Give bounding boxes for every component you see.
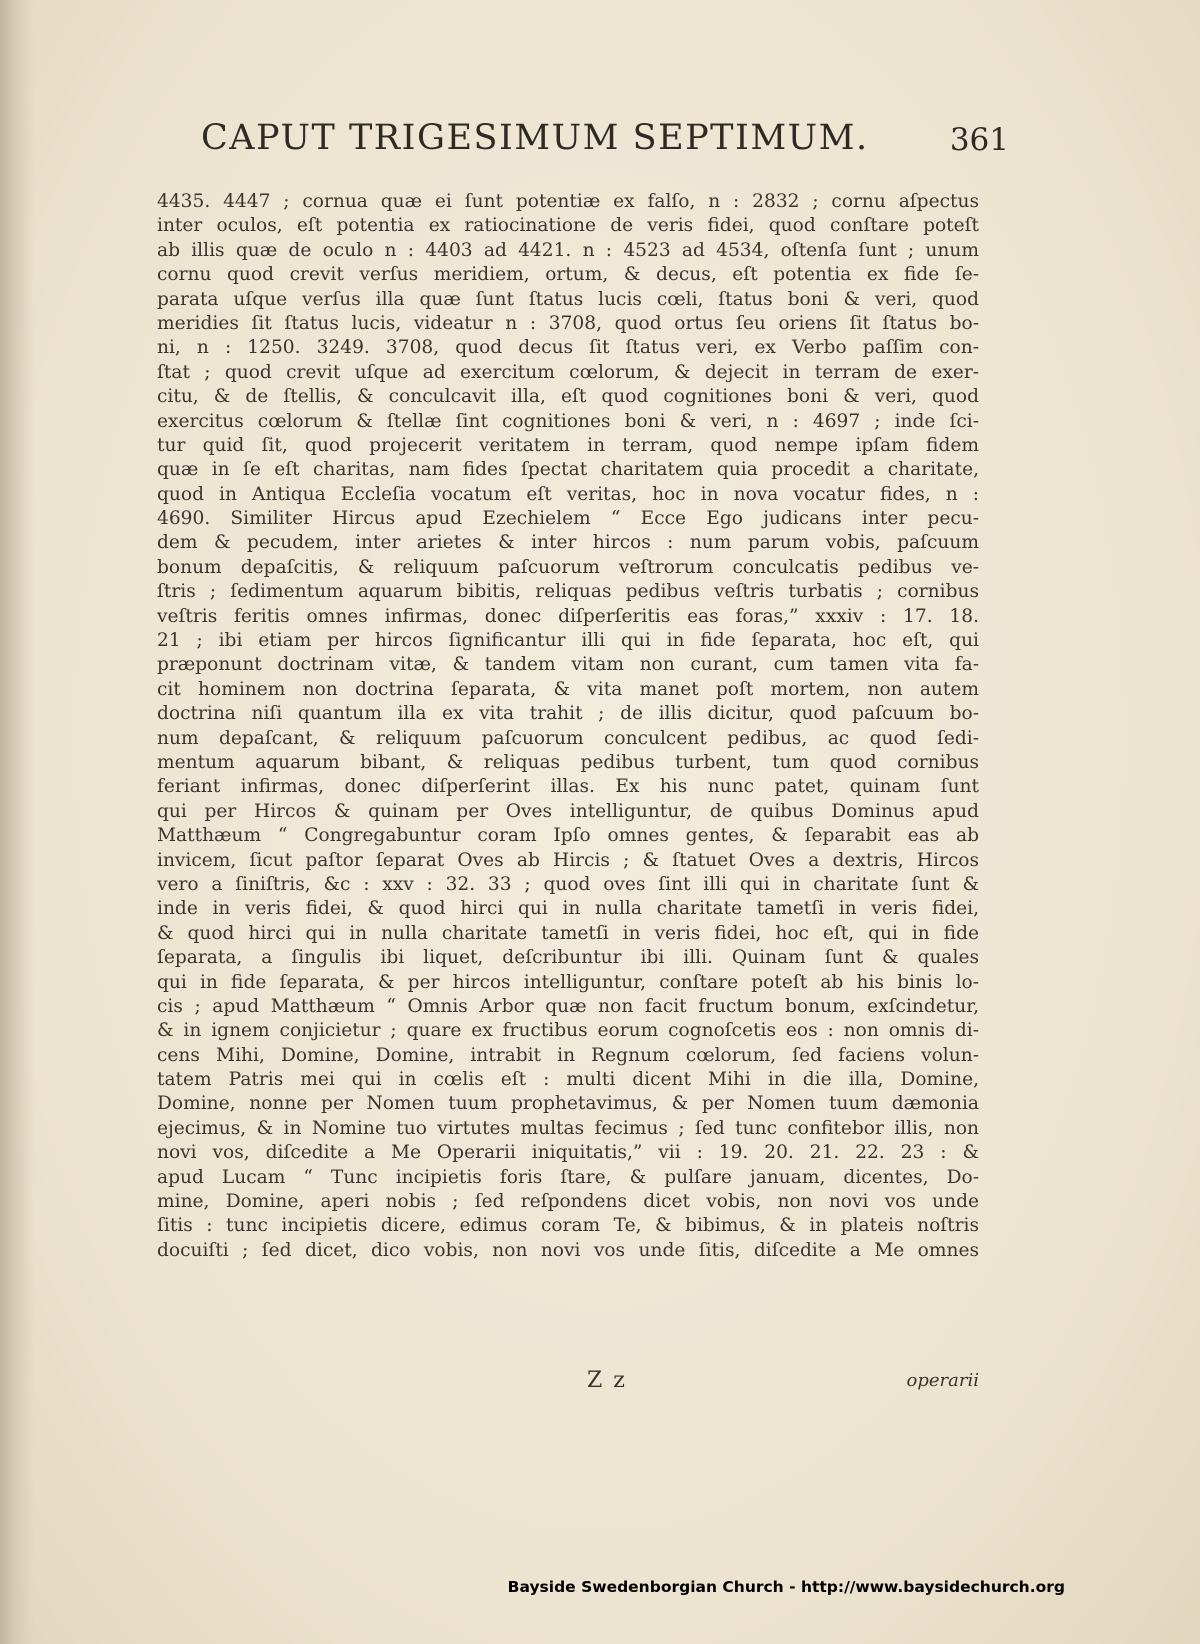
text-line: citu, & de ſtellis, & conculcavit illa, eſt quod cognitiones boni & veri, quod (157, 386, 979, 408)
page-footer (157, 1368, 979, 1398)
page-gutter-shadow (0, 0, 34, 1644)
running-title: CAPUT TRIGESIMUM SEPTIMUM. (201, 118, 869, 158)
text-line: parata uſque verſus illa quæ ſunt ſtatus lucis cœli, ſtatus boni & veri, quod (157, 288, 979, 310)
text-line: dem & pecudem, inter arietes & inter hircos : num parum vobis, paſcuum (157, 532, 979, 554)
text-line: ſeparata, a ſingulis ibi liquet, deſcribuntur ibi illi. Quinam ſunt & quales (157, 947, 979, 969)
text-line: tur quid ſit, quod projecerit veritatem in terram, quod nempe ipſam fidem (157, 434, 979, 456)
text-line: exercitus cœlorum & ſtellæ ſint cognitiones boni & veri, n : 4697 ; inde ſci- (157, 410, 979, 432)
text-line: ſtris ; ſedimentum aquarum bibitis, reliquas pedibus veſtris turbatis ; cornibus (157, 581, 979, 603)
text-line: bonum depaſcitis, & reliquum paſcuorum veſtrorum conculcatis pedibus ve- (157, 556, 979, 578)
text-line: præponunt doctrinam vitæ, & tandem vitam non curant, cum tamen vita fa- (157, 654, 979, 676)
text-line: & quod hirci qui in nulla charitate tametſi in veris fidei, hoc eſt, qui in fide (157, 922, 979, 944)
page-number: 361 (949, 122, 1009, 158)
text-line: qui in fide ſeparata, & per hircos intelliguntur, conſtare poteſt ab his binis lo- (157, 971, 979, 993)
text-line: cens Mihi, Domine, Domine, intrabit in Regnum cœlorum, ſed faciens volun- (157, 1044, 979, 1066)
text-line: cit hominem non doctrina ſeparata, & vita manet poſt mortem, non autem (157, 678, 979, 700)
text-line: inde in veris fidei, & quod hirci qui in nulla charitate tametſi in veris fidei, (157, 898, 979, 920)
text-line: mine, Domine, aperi nobis ; ſed reſpondens dicet vobis, non novi vos unde (157, 1191, 979, 1213)
text-line: Domine, nonne per Nomen tuum prophetavimus, & per Nomen tuum dæmonia (157, 1093, 979, 1115)
text-line: num depaſcant, & reliquum paſcuorum conculcent pedibus, ac quod ſedi- (157, 727, 979, 749)
text-line: cornu quod crevit verſus meridiem, ortum, & decus, eſt potentia ex fide ſe- (157, 264, 979, 286)
text-line: veſtris feritis omnes infirmas, donec diſperſeritis eas foras,” xxxiv : 17. 18. (157, 605, 979, 627)
text-line: ſitis : tunc incipietis dicere, edimus coram Te, & bibimus, & in plateis noſtris (157, 1215, 979, 1237)
text-line: 4435. 4447 ; cornua quæ ei ſunt potentiæ ex falſo, n : 2832 ; cornu aſpectus (157, 191, 979, 212)
text-line: 4690. Similiter Hircus apud Ezechielem “ Ecce Ego judicans inter pecu- (157, 508, 979, 530)
text-line: & in ignem conjicietur ; quare ex fructibus eorum cognoſcetis eos : non omnis di- (157, 1020, 979, 1042)
text-line: meridies ſit ſtatus lucis, videatur n : 3708, quod ortus ſeu oriens ſit ſtatus bo- (157, 312, 979, 334)
text-line: Matthæum “ Congregabuntur coram Ipſo omnes gentes, & ſeparabit eas ab (157, 825, 979, 847)
text-line: ejecimus, & in Nomine tuo virtutes multas fecimus ; ſed tunc confitebor illis, non (157, 1117, 979, 1139)
text-line: novi vos, diſcedite a Me Operarii iniquitatis,” vii : 19. 20. 21. 22. 23 : & (157, 1142, 979, 1164)
catchword: operarii (906, 1370, 979, 1391)
text-line: ſtat ; quod crevit uſque ad exercitum cœlorum, & dejecit in terram de exer- (157, 361, 979, 383)
signature-mark: Z z (587, 1368, 627, 1393)
text-line: quæ in ſe eſt charitas, nam fides ſpectat charitatem quia procedit a charitate, (157, 459, 979, 481)
text-line: inter oculos, eſt potentia ex ratiocinatione de veris fidei, quod conſtare poteſt (157, 215, 979, 237)
text-line: quod in Antiqua Eccleſia vocatum eſt veritas, hoc in nova vocatur fides, n : (157, 483, 979, 505)
text-line: docuiſti ; ſed dicet, dico vobis, non novi vos unde ſitis, diſcedite a Me omnes (157, 1239, 979, 1261)
text-line: vero a ſiniſtris, &c : xxv : 32. 33 ; quod oves ſint illi qui in charitate ſunt & (157, 873, 979, 895)
text-line: qui per Hircos & quinam per Oves intelliguntur, de quibus Dominus apud (157, 800, 979, 822)
body-text (157, 190, 979, 1263)
text-line: 21 ; ibi etiam per hircos ſignificantur illi qui in fide ſeparata, hoc eſt, qui (157, 630, 979, 652)
source-watermark: Bayside Swedenborgian Church - http://www.baysidechurch.org (507, 1578, 1065, 1596)
page-header (201, 112, 1009, 172)
text-line: invicem, ſicut paſtor ſeparat Oves ab Hircis ; & ſtatuet Oves a dextris, Hircos (157, 849, 979, 871)
text-line: apud Lucam “ Tunc incipietis foris ſtare, & pulſare januam, dicentes, Do- (157, 1166, 979, 1188)
text-line: feriant infirmas, donec diſperſerint illas. Ex his nunc patet, quinam ſunt (157, 776, 979, 798)
text-line: cis ; apud Matthæum “ Omnis Arbor quæ non facit fructum bonum, exſcindetur, (157, 995, 979, 1017)
text-line: mentum aquarum bibant, & reliquas pedibus turbent, tum quod cornibus (157, 751, 979, 773)
text-line: ni, n : 1250. 3249. 3708, quod decus ſit ſtatus veri, ex Verbo paſſim con- (157, 337, 979, 359)
text-line: ab illis quæ de oculo n : 4403 ad 4421. n : 4523 ad 4534, oſtenſa ſunt ; unum (157, 239, 979, 261)
text-line: tatem Patris mei qui in cœlis eſt : multi dicent Mihi in die illa, Domine, (157, 1069, 979, 1091)
text-line: doctrina niſi quantum illa ex vita trahit ; de illis dicitur, quod paſcuum bo- (157, 703, 979, 725)
